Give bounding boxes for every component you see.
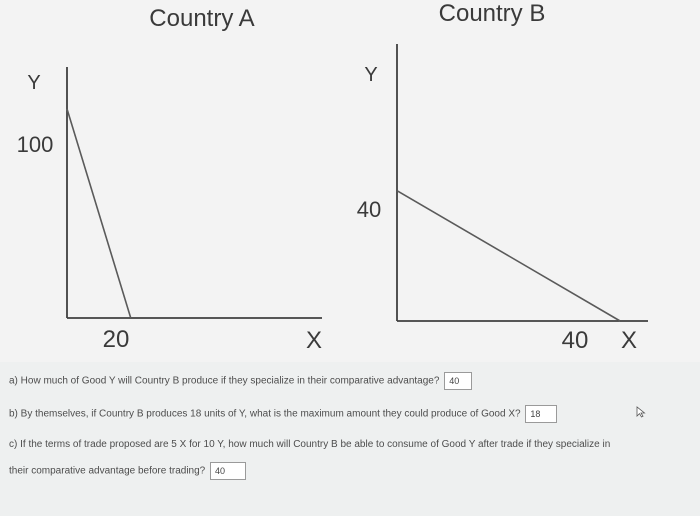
question-b-answer-field[interactable]: 18 — [525, 405, 557, 423]
country-b-x-axis-label: X — [620, 327, 638, 354]
country-b-y-intercept-label: 40 — [356, 197, 382, 222]
country-b-title: Country B — [438, 0, 546, 27]
question-a-answer-field[interactable]: 40 — [444, 372, 472, 390]
question-a-text: a) How much of Good Y will Country B produce if they specialize in their comparative advantage? — [9, 375, 440, 387]
country-a-y-intercept-label: 100 — [16, 132, 54, 157]
question-c-continued — [9, 462, 246, 480]
country-a-y-axis-label: Y — [27, 72, 41, 94]
question-b — [9, 405, 557, 423]
question-c-text-line2: their comparative advantage before trading? — [9, 465, 206, 477]
country-a-x-intercept-label: 20 — [102, 326, 130, 353]
country-b-chart — [357, 0, 648, 354]
question-b-text: b) By themselves, if Country B produces 18 units of Y, what is the maximum amount they could produce of Good X? — [9, 408, 521, 420]
country-a-title: Country A — [149, 5, 255, 32]
country-a-chart — [17, 5, 322, 354]
country-b-y-axis-label: Y — [364, 64, 378, 86]
country-b-ppf-line — [397, 191, 620, 321]
question-c-answer-field[interactable]: 40 — [210, 462, 246, 480]
question-a — [9, 372, 472, 390]
question-c-text-line1: c) If the terms of trade proposed are 5 X for 10 Y, how much will Country B be able to consume of Good Y after trade if they specialize in — [9, 439, 611, 450]
country-a-ppf-line — [67, 109, 131, 318]
country-b-x-intercept-label: 40 — [561, 327, 589, 354]
question-c — [9, 439, 610, 450]
mouse-cursor-icon — [636, 406, 646, 418]
country-a-x-axis-label: X — [305, 327, 323, 354]
